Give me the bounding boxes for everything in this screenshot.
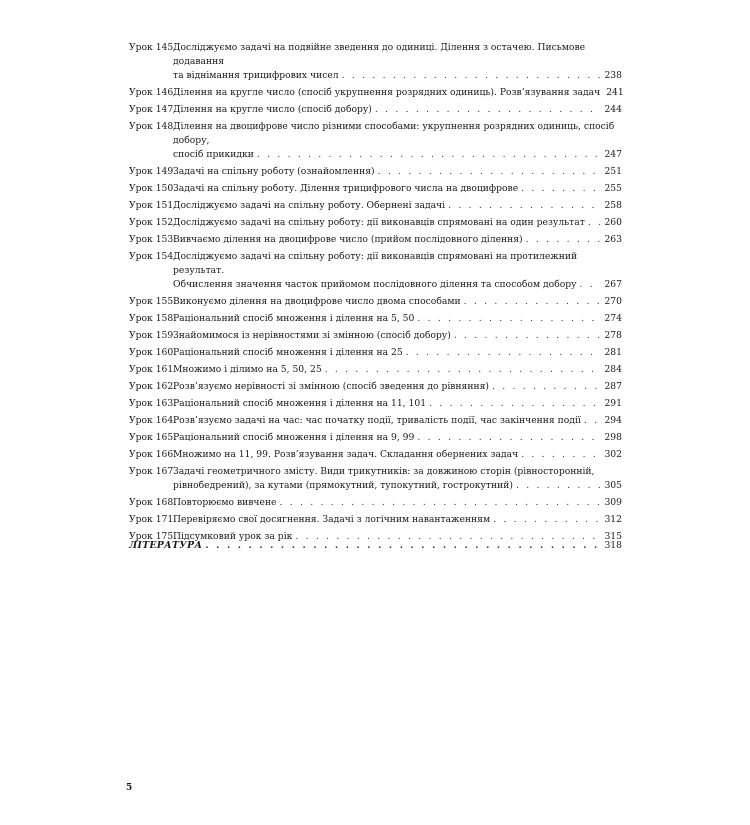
toc-entry <box>129 513 622 527</box>
lesson-page: 270 <box>604 296 622 307</box>
lesson-label: Урок 146. <box>129 87 177 98</box>
lesson-page: 291 <box>604 398 622 409</box>
literature-title: ЛІТЕРАТУРА <box>129 540 203 551</box>
lesson-body <box>173 86 622 100</box>
lesson-title-row <box>173 414 622 428</box>
lesson-label: Урок 165. <box>129 432 177 443</box>
lesson-title-row <box>173 182 622 196</box>
lesson-title-line: Множимо і ділимо на 5, 50, 25 <box>173 364 322 375</box>
lesson-title-line: Досліджуємо задачі на спільну роботу: дії виконавців спрямовані на протилежний результат. <box>173 251 578 276</box>
lesson-title-line: Задачі на спільну роботу (ознайомлення) <box>173 166 375 177</box>
lesson-body <box>173 363 622 377</box>
toc-entry <box>129 496 622 510</box>
lesson-body <box>173 312 622 326</box>
lesson-page: 305 <box>604 480 622 491</box>
lesson-title-line: Досліджуємо задачі на спільну роботу. Обернені задачі <box>173 200 446 211</box>
lesson-label: Урок 168. <box>129 497 177 508</box>
lesson-page: 267 <box>604 279 622 290</box>
dot-leader <box>454 329 602 343</box>
lesson-title-line: та віднімання трицифрових чисел <box>173 70 339 81</box>
lesson-page: 302 <box>604 449 622 460</box>
toc-entry <box>129 431 622 445</box>
dot-leader <box>280 496 602 510</box>
dot-leader <box>584 414 602 428</box>
lesson-body <box>173 182 622 196</box>
lesson-label: Урок 163. <box>129 398 177 409</box>
lesson-page: 260 <box>604 217 622 228</box>
lesson-title-row <box>173 278 622 292</box>
lesson-body <box>173 120 622 162</box>
dot-leader <box>492 380 601 394</box>
dot-leader <box>493 513 601 527</box>
lesson-page: 294 <box>604 415 622 426</box>
dot-leader <box>526 233 602 247</box>
toc-entry <box>129 250 622 292</box>
dot-leader <box>342 69 602 83</box>
dot-leader <box>580 278 602 292</box>
toc-entry <box>129 397 622 411</box>
lesson-title-line: Ділення на двоцифрове число різними способами: укрупнення розрядних одиниць, спосіб добору, <box>173 121 615 146</box>
lesson-title-row <box>173 86 622 100</box>
lesson-title-line: Підсумковий урок за рік <box>173 531 293 542</box>
lesson-page: 247 <box>604 149 622 160</box>
lesson-title-row <box>173 363 622 377</box>
lesson-title-line: Знайомимося із нерівностями зі змінною (спосіб добору) <box>173 330 451 341</box>
lesson-page: 284 <box>604 364 622 375</box>
lesson-title-line: рівнобедрений), за кутами (прямокутний, тупокутний, гострокутний) <box>173 480 513 491</box>
dot-leader <box>521 448 601 462</box>
page-number: 5 <box>126 783 133 793</box>
toc-entry <box>129 233 622 247</box>
lesson-title-row <box>173 513 622 527</box>
lesson-title-row <box>173 397 622 411</box>
lesson-title-row <box>173 346 622 360</box>
lesson-title-line: Задачі геометричного змісту. Види трикутників: за довжиною сторін (рівносторонній, <box>173 466 595 477</box>
lesson-body <box>173 513 622 527</box>
dot-leader <box>406 346 602 360</box>
lesson-title-row <box>173 496 622 510</box>
lesson-page: 309 <box>604 497 622 508</box>
lesson-title-line: Вивчаємо ділення на двоцифрове число (прийом послідовного ділення) <box>173 234 523 245</box>
toc-entry <box>129 295 622 309</box>
lesson-title-row <box>173 479 622 493</box>
lesson-body <box>173 329 622 343</box>
lesson-body <box>173 380 622 394</box>
lesson-body <box>173 103 622 117</box>
lesson-title-row <box>173 431 622 445</box>
dot-leader <box>205 539 601 553</box>
lesson-body <box>173 216 622 230</box>
lesson-label: Урок 167. <box>129 466 177 477</box>
toc-entry <box>129 86 622 100</box>
lesson-page: 255 <box>604 183 622 194</box>
lesson-body <box>173 496 622 510</box>
lesson-title-row <box>173 233 622 247</box>
lesson-label: Урок 154. <box>129 251 177 262</box>
lesson-page: 315 <box>604 531 622 542</box>
toc-entry <box>129 120 622 162</box>
lesson-title-row <box>173 199 622 213</box>
lesson-title-line: Досліджуємо задачі на подвійне зведення до одиниці. Ділення з остачею. Письмове додавання <box>173 42 586 67</box>
lesson-title-line: Ділення на кругле число (спосіб укрупнення розрядних одиниць). Розв’язування задач <box>173 87 601 98</box>
lesson-title-line: Раціональний спосіб множення і ділення на 25 <box>173 347 403 358</box>
lesson-title-row <box>173 216 622 230</box>
lesson-title-row <box>173 69 622 83</box>
dot-leader <box>375 103 602 117</box>
dot-leader <box>516 479 601 493</box>
lesson-body <box>173 414 622 428</box>
lesson-page: 244 <box>604 104 622 115</box>
toc-entry <box>129 363 622 377</box>
lesson-title-line: Обчислення значення часток прийомом послідовного ділення та способом добору <box>173 279 577 290</box>
lesson-body <box>173 465 622 493</box>
lesson-title-row <box>173 380 622 394</box>
dot-leader <box>588 216 602 230</box>
toc-entry <box>129 182 622 196</box>
lesson-title-row <box>173 295 622 309</box>
lesson-page: 263 <box>604 234 622 245</box>
lesson-body <box>173 295 622 309</box>
lesson-title-line: Раціональний спосіб множення і ділення на 5, 50 <box>173 313 415 324</box>
lesson-page: 278 <box>604 330 622 341</box>
lesson-label: Урок 164. <box>129 415 177 426</box>
lesson-title-row <box>173 448 622 462</box>
lesson-title-row <box>173 148 622 162</box>
lesson-label: Урок 147. <box>129 104 177 115</box>
lesson-page: 287 <box>604 381 622 392</box>
lesson-title-line: Досліджуємо задачі на спільну роботу: дії виконавців спрямовані на один результат <box>173 217 585 228</box>
lesson-title-row <box>173 329 622 343</box>
dot-leader <box>429 397 601 411</box>
toc-entry <box>129 414 622 428</box>
dot-leader <box>464 295 602 309</box>
lesson-title-line: Множимо на 11, 99. Розв’язування задач. Складання обернених задач <box>173 449 519 460</box>
lesson-title-line: Повторюємо вивчене <box>173 497 277 508</box>
lesson-label: Урок 155. <box>129 296 177 307</box>
lesson-title-line: Виконуємо ділення на двоцифрове число двома способами <box>173 296 461 307</box>
lesson-page: 281 <box>604 347 622 358</box>
literature-page: 318 <box>604 540 622 551</box>
lesson-label: Урок 166. <box>129 449 177 460</box>
toc-entry <box>129 380 622 394</box>
dot-leader <box>378 165 602 179</box>
lesson-label: Урок 148. <box>129 121 177 132</box>
literature-entry <box>129 539 622 553</box>
lesson-label: Урок 160. <box>129 347 177 358</box>
lesson-title-line: Розв’язуємо нерівності зі змінною (спосіб зведення до рівняння) <box>173 381 489 392</box>
lesson-title-line: Перевіряємо свої досягнення. Задачі з логічним навантаженням <box>173 514 491 525</box>
toc-entry <box>129 329 622 343</box>
lesson-page: 312 <box>604 514 622 525</box>
lesson-title-line: Раціональний спосіб множення і ділення на 9, 99 <box>173 432 415 443</box>
lesson-body <box>173 431 622 445</box>
toc-entry <box>129 165 622 179</box>
lesson-page: 251 <box>604 166 622 177</box>
lesson-label: Урок 171. <box>129 514 177 525</box>
lesson-title-row <box>173 103 622 117</box>
table-of-contents <box>129 41 622 547</box>
lesson-label: Урок 159. <box>129 330 177 341</box>
toc-entry <box>129 216 622 230</box>
toc-entry <box>129 41 622 83</box>
lesson-title-line: спосіб прикидки <box>173 149 254 160</box>
dot-leader <box>448 199 601 213</box>
toc-entry <box>129 448 622 462</box>
lesson-page: 238 <box>604 70 622 81</box>
lesson-body <box>173 397 622 411</box>
toc-entry <box>129 312 622 326</box>
lesson-label: Урок 152. <box>129 217 177 228</box>
lesson-page: 241 <box>606 87 624 98</box>
lesson-title-line: Розв’язуємо задачі на час: час початку події, тривалість події, час закінчення події <box>173 415 581 426</box>
dot-leader <box>417 312 601 326</box>
dot-leader <box>257 148 602 162</box>
lesson-page: 274 <box>604 313 622 324</box>
lesson-label: Урок 145. <box>129 42 177 53</box>
lesson-label: Урок 149. <box>129 166 177 177</box>
lesson-title-row <box>173 165 622 179</box>
lesson-body <box>173 233 622 247</box>
dot-leader <box>325 363 602 377</box>
lesson-label: Урок 150. <box>129 183 177 194</box>
lesson-body <box>173 346 622 360</box>
toc-entry <box>129 465 622 493</box>
lesson-page: 258 <box>604 200 622 211</box>
lesson-label: Урок 161. <box>129 364 177 375</box>
toc-entry <box>129 346 622 360</box>
dot-leader <box>417 431 601 445</box>
lesson-label: Урок 153. <box>129 234 177 245</box>
lesson-title-line: Задачі на спільну роботу. Ділення трицифрового числа на двоцифрове <box>173 183 519 194</box>
lesson-title-row <box>173 312 622 326</box>
lesson-label: Урок 158. <box>129 313 177 324</box>
lesson-body <box>173 165 622 179</box>
toc-entry <box>129 199 622 213</box>
lesson-label: Урок 151. <box>129 200 177 211</box>
toc-entry <box>129 103 622 117</box>
lesson-body <box>173 41 622 83</box>
lesson-page: 298 <box>604 432 622 443</box>
lesson-body <box>173 250 622 292</box>
lesson-title-line: Ділення на кругле число (спосіб добору) <box>173 104 372 115</box>
lesson-label: Урок 162. <box>129 381 177 392</box>
lesson-title-line: Раціональний спосіб множення і ділення на 11, 101 <box>173 398 427 409</box>
lesson-label: Урок 175. <box>129 531 177 542</box>
dot-leader <box>521 182 601 196</box>
lesson-body <box>173 199 622 213</box>
lesson-body <box>173 448 622 462</box>
